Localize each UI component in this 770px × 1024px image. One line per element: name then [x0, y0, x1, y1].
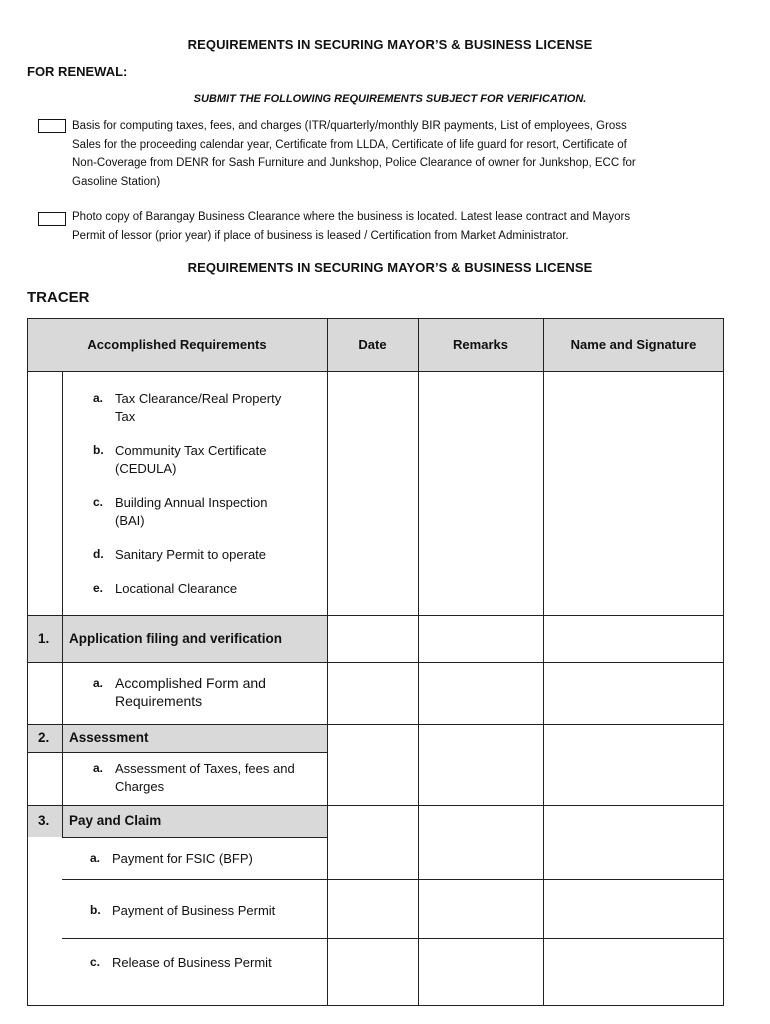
item-letter: b.: [90, 903, 101, 917]
num-col-divider: [62, 724, 63, 805]
row-line: [62, 879, 724, 880]
section-title: Pay and Claim: [69, 813, 162, 828]
item-line: (BAI): [115, 512, 145, 528]
requirement-1-line: Sales for the proceeding calendar year, Certificate from LLDA, Certificate of life guard for resort, Certificate of: [72, 138, 627, 151]
item-letter: d.: [93, 547, 104, 561]
section-title: Assessment: [69, 730, 149, 745]
item-line: Community Tax Certificate: [115, 443, 267, 458]
item-line: Tax Clearance/Real Property: [115, 391, 282, 406]
item-letter: b.: [93, 443, 104, 457]
item-text: [115, 390, 281, 425]
item-text: Release of Business Permit: [112, 955, 272, 970]
item-letter: a.: [93, 761, 104, 775]
requirement-text-2: [72, 208, 752, 245]
requirement-2-line: Permit of lessor (prior year) if place of business is leased / Certification from Market Administrator.: [72, 229, 569, 242]
item-line: (CEDULA): [115, 460, 177, 476]
item-letter: a.: [93, 391, 104, 405]
num-col-divider: [62, 371, 63, 615]
header-remarks: Remarks: [453, 337, 508, 352]
row-line: [62, 837, 327, 838]
item-line: Requirements: [115, 692, 203, 709]
requirement-1-line: Non-Coverage from DENR for Sash Furniture and Junkshop, Police Clearance of owner for Junkshop, ECC for: [72, 157, 636, 169]
item-text: [115, 760, 295, 795]
item-text: Sanitary Permit to operate: [115, 547, 267, 562]
item-line: Assessment of Taxes, fees and: [115, 761, 295, 776]
table-border-top: [27, 318, 724, 319]
item-letter: a.: [90, 851, 101, 865]
header-date: Date: [358, 337, 387, 352]
item-text: Payment of Business Permit: [112, 903, 276, 918]
item-text: [115, 442, 266, 477]
row-line: [27, 752, 327, 753]
item-letter: e.: [93, 581, 104, 595]
header-accomplished: Accomplished Requirements: [87, 337, 267, 352]
requirement-checkbox-2[interactable]: [38, 212, 66, 226]
requirement-1-line: Basis for computing taxes, fees, and charges (ITR/quarterly/monthly BIR payments, List of employees, Gross: [72, 120, 627, 132]
for-renewal-label: FOR RENEWAL:: [27, 64, 128, 79]
requirement-1-line: Gasoline Station): [72, 175, 161, 188]
section-number: 3.: [38, 813, 50, 828]
item-letter: a.: [93, 676, 104, 690]
page-title: REQUIREMENTS IN SECURING MAYOR’S & BUSINESS LICENSE: [187, 37, 593, 52]
item-text: Payment for FSIC (BFP): [112, 851, 253, 866]
row-line: [27, 805, 724, 806]
item-text: [115, 675, 266, 710]
section-heading: REQUIREMENTS IN SECURING MAYOR’S & BUSINESS LICENSE: [187, 260, 593, 275]
requirement-text-1: [72, 117, 752, 191]
header-bottom-line: [27, 371, 724, 372]
table-border-bottom: [27, 1005, 724, 1006]
item-text: Locational Clearance: [115, 581, 238, 596]
instruction-text: SUBMIT THE FOLLOWING REQUIREMENTS SUBJECT FOR VERIFICATION.: [193, 93, 587, 105]
item-line: Tax: [115, 408, 136, 424]
header-name-signature: Name and Signature: [570, 337, 697, 352]
item-letter: c.: [90, 955, 101, 969]
row-line: [27, 615, 724, 616]
requirement-2-line: Photo copy of Barangay Business Clearance where the business is located. Latest lease contract and Mayors: [72, 211, 631, 223]
num-col-divider: [62, 805, 63, 837]
item-text: [115, 494, 268, 529]
item-line: Charges: [115, 778, 165, 794]
section-number: 1.: [38, 631, 50, 646]
item-line: Accomplished Form and: [115, 675, 266, 691]
section-title: Application filing and verification: [69, 631, 283, 646]
tracer-table: [27, 318, 724, 1006]
item-letter: c.: [93, 495, 104, 509]
num-col-divider: [62, 615, 63, 724]
tracer-label: TRACER: [27, 289, 90, 306]
row-line: [27, 724, 724, 725]
section-number: 2.: [38, 730, 50, 745]
row-line: [62, 938, 724, 939]
requirement-checkbox-1[interactable]: [38, 119, 66, 133]
row-line: [27, 662, 724, 663]
item-line: Building Annual Inspection: [115, 495, 268, 510]
